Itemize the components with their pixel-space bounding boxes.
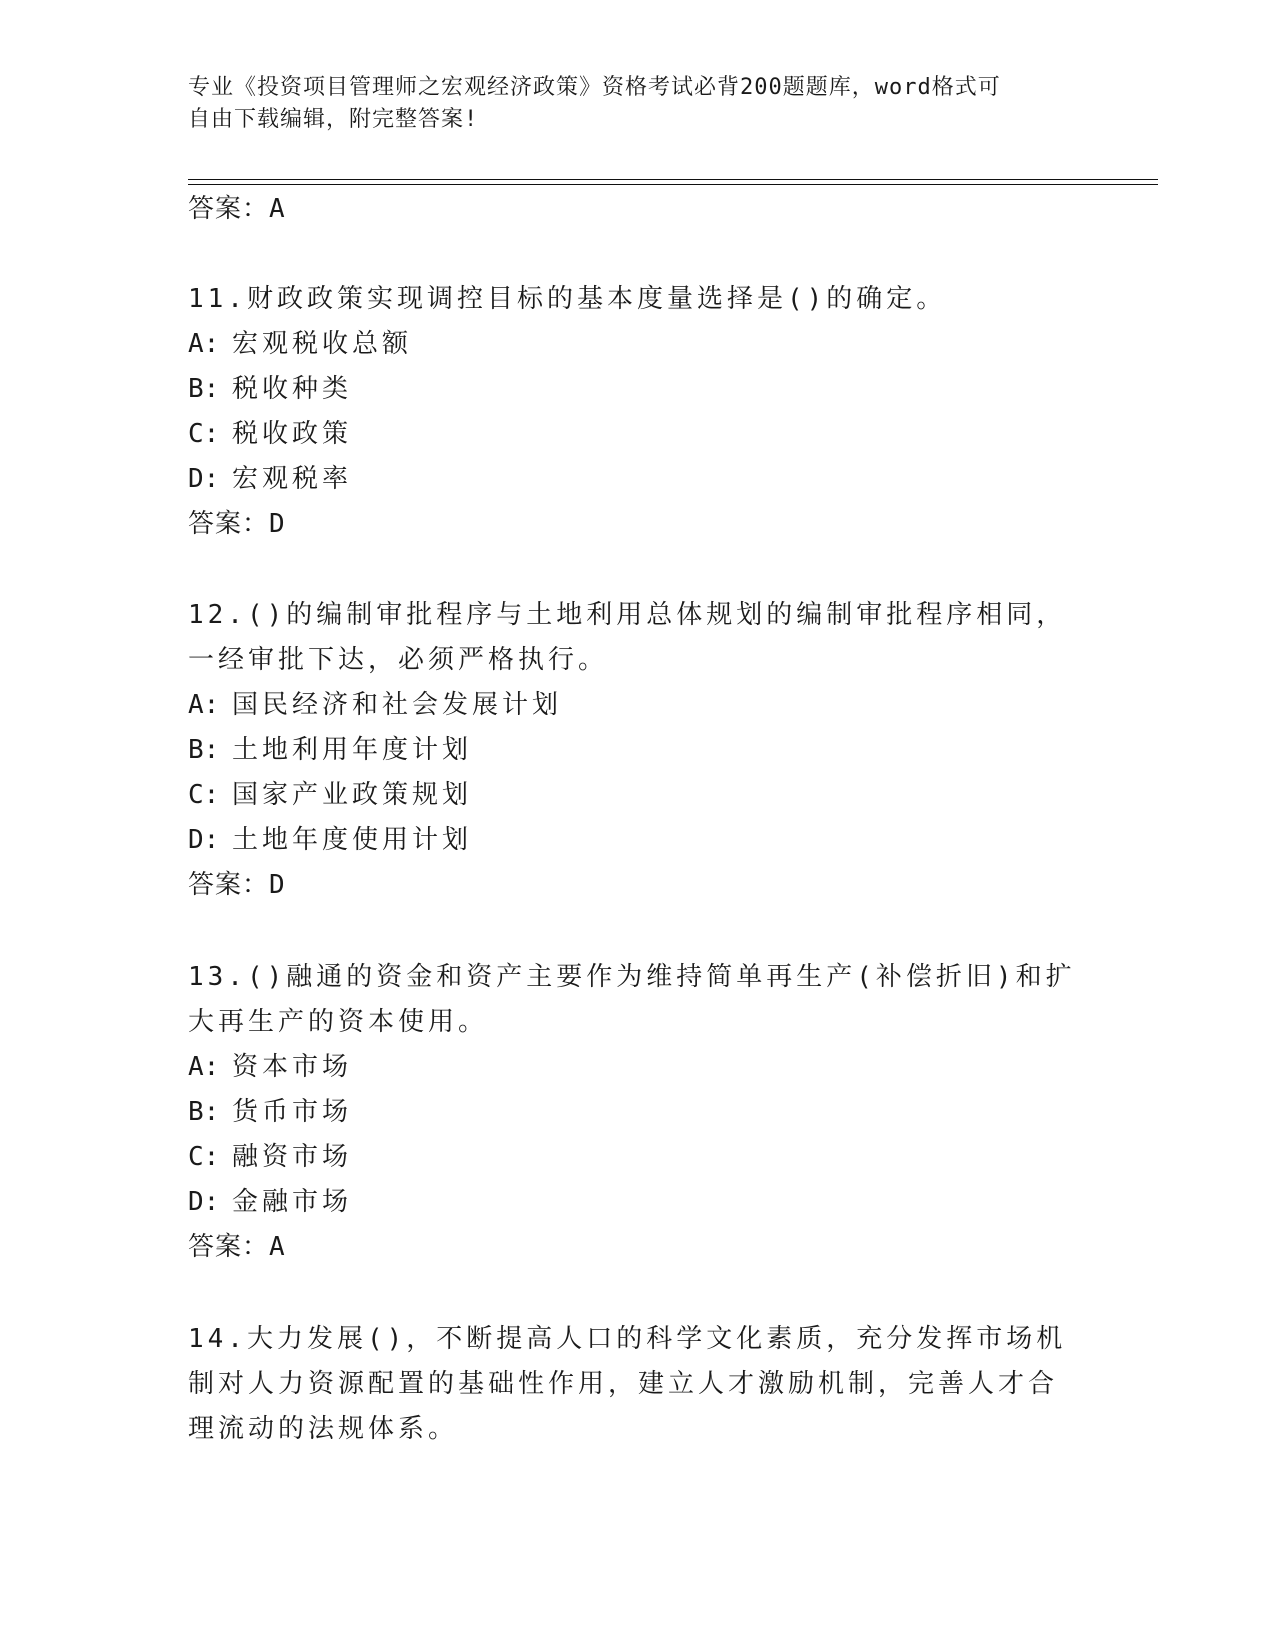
header-rule-bottom xyxy=(188,184,1158,185)
header-line-1: 专业《投资项目管理师之宏观经济政策》资格考试必背200题题库，word格式可 xyxy=(188,75,1001,100)
option-key: B: xyxy=(188,735,220,765)
question-answer xyxy=(188,502,1078,547)
option-key: C: xyxy=(188,1142,220,1172)
option-text: 资本市场 xyxy=(232,1052,353,1082)
option-key: C: xyxy=(188,780,220,810)
option-d xyxy=(188,457,1078,502)
option-key: A: xyxy=(188,690,220,720)
option-text: 货币市场 xyxy=(232,1097,353,1127)
answer-label: 答案： xyxy=(188,1232,270,1262)
question-stem: 13.()融通的资金和资产主要作为维持简单再生产(补偿折旧)和扩大再生产的资本使用。 xyxy=(188,962,1076,1037)
option-d xyxy=(188,1180,1078,1225)
previous-answer xyxy=(188,192,286,226)
question-13 xyxy=(188,955,1078,1270)
answer-value: A xyxy=(269,1232,286,1262)
option-a xyxy=(188,683,1078,728)
option-key: D: xyxy=(188,1187,220,1217)
option-key: A: xyxy=(188,329,220,359)
question-12 xyxy=(188,593,1078,908)
option-c xyxy=(188,1135,1078,1180)
option-text: 国民经济和社会发展计划 xyxy=(232,690,563,720)
option-key: D: xyxy=(188,464,220,494)
option-b xyxy=(188,728,1078,773)
option-key: B: xyxy=(188,1097,220,1127)
question-14 xyxy=(188,1317,1078,1452)
option-a xyxy=(188,322,1078,367)
option-key: A: xyxy=(188,1052,220,1082)
header-rule-top xyxy=(188,179,1158,180)
answer-label: 答案： xyxy=(188,509,270,539)
option-key: B: xyxy=(188,374,220,404)
option-text: 金融市场 xyxy=(232,1187,353,1217)
option-key: C: xyxy=(188,419,220,449)
answer-value: D xyxy=(269,870,286,900)
option-text: 宏观税率 xyxy=(232,464,353,494)
option-d xyxy=(188,818,1078,863)
option-text: 土地年度使用计划 xyxy=(232,825,473,855)
option-c xyxy=(188,412,1078,457)
document-header xyxy=(188,72,1078,136)
question-11 xyxy=(188,277,1078,547)
question-answer xyxy=(188,1225,1078,1270)
option-text: 税收种类 xyxy=(232,374,353,404)
option-c xyxy=(188,773,1078,818)
answer-value: A xyxy=(269,194,286,224)
question-stem: 14.大力发展()，不断提高人口的科学文化素质，充分发挥市场机制对人力资源配置的基础性作用，建立人才激励机制，完善人才合理流动的法规体系。 xyxy=(188,1324,1067,1444)
answer-label: 答案： xyxy=(188,194,270,224)
option-key: D: xyxy=(188,825,220,855)
answer-value: D xyxy=(269,509,286,539)
answer-label: 答案： xyxy=(188,870,270,900)
option-text: 土地利用年度计划 xyxy=(232,735,473,765)
option-text: 宏观税收总额 xyxy=(232,329,413,359)
question-answer xyxy=(188,863,1078,908)
question-stem: 12.()的编制审批程序与土地利用总体规划的编制审批程序相同，一经审批下达，必须严格执行。 xyxy=(188,600,1067,675)
option-text: 国家产业政策规划 xyxy=(232,780,473,810)
option-text: 融资市场 xyxy=(232,1142,353,1172)
option-b xyxy=(188,367,1078,412)
question-stem: 11.财政政策实现调控目标的基本度量选择是()的确定。 xyxy=(188,284,947,314)
option-b xyxy=(188,1090,1078,1135)
option-a xyxy=(188,1045,1078,1090)
header-line-2: 自由下载编辑，附完整答案! xyxy=(188,107,479,132)
option-text: 税收政策 xyxy=(232,419,353,449)
